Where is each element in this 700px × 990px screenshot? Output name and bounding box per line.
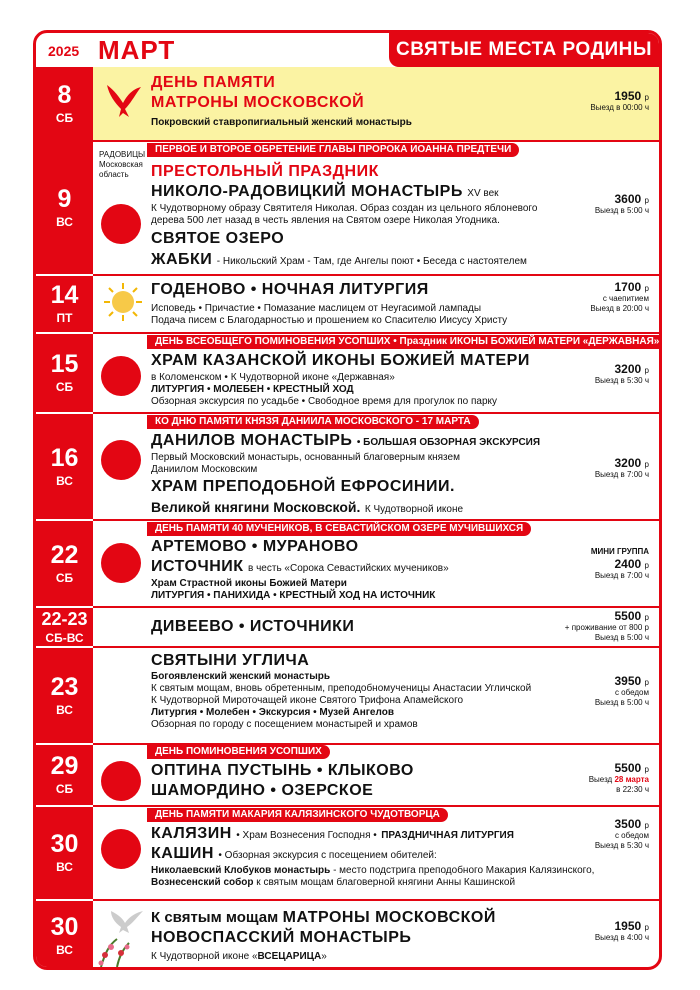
day-number: 30 bbox=[50, 830, 79, 858]
event-description: Николаевский Клобуков монастырь - место подстрига преподобного Макария Калязинского, bbox=[151, 865, 595, 876]
price-value: 5500 bbox=[614, 609, 642, 623]
event-description: в Коломенском • К Чудотворной иконе «Державная» bbox=[151, 372, 395, 383]
price-block bbox=[589, 761, 649, 796]
weekday: ВС bbox=[56, 215, 73, 229]
weekday: СБ bbox=[55, 380, 74, 394]
price-block bbox=[595, 817, 649, 852]
angel-icon bbox=[101, 543, 141, 583]
event-title: ХРАМ КАЗАНСКОЙ ИКОНЫ БОЖИЕЙ МАТЕРИ bbox=[151, 352, 530, 369]
day-number: 15 bbox=[50, 350, 79, 378]
event-title: ГОДЕНОВО • НОЧНАЯ ЛИТУРГИЯ bbox=[151, 281, 429, 298]
price-value: 3950 bbox=[614, 674, 642, 688]
price-value: 2400 bbox=[614, 557, 642, 572]
departure-date: Выезд 28 марта bbox=[588, 775, 649, 784]
event-banner: ПЕРВОЕ И ВТОРОЕ ОБРЕТЕНИЕ ГЛАВЫ ПРОРОКА ИОАННА ПРЕДТЕЧИ bbox=[147, 143, 519, 157]
departure-time: Выезд в 4:00 ч bbox=[594, 933, 649, 942]
event-title: К святым мощам МАТРОНЫ МОСКОВСКОЙ bbox=[151, 909, 496, 926]
event-services: Литургия • Молебен • Экскурсия • Музей Ангелов bbox=[151, 707, 394, 718]
event-description: К Чудотворной Мироточащей иконе Святого Трифона Апамейского bbox=[151, 695, 464, 706]
price-value: 1950 bbox=[614, 89, 642, 103]
angel-icon bbox=[101, 440, 141, 480]
sun-icon bbox=[103, 282, 143, 322]
event-description: Даниилом Московским bbox=[151, 464, 258, 475]
currency: р bbox=[644, 93, 649, 102]
event-description: Обзорная по городу с посещением монастырей и храмов bbox=[151, 719, 418, 730]
region-label: область bbox=[99, 170, 129, 179]
event-row bbox=[36, 142, 659, 274]
price-block bbox=[590, 89, 649, 113]
event-title: ДЕНЬ ПАМЯТИ bbox=[151, 74, 276, 91]
event-title: ОПТИНА ПУСТЫНЬ • КЛЫКОВО bbox=[151, 762, 414, 779]
weekday: ВС bbox=[56, 860, 73, 874]
year-label: 2025 bbox=[48, 43, 80, 59]
departure-time: Выезд в 00:00 ч bbox=[590, 103, 649, 112]
event-banner: ДЕНЬ ВСЕОБЩЕГО ПОМИНОВЕНИЯ УСОПШИХ • Праздник ИКОНЫ БОЖИЕЙ МАТЕРИ «ДЕРЖАВНАЯ» bbox=[147, 335, 662, 349]
event-description: К Чудотворной иконе «ВСЕЦАРИЦА» bbox=[151, 951, 327, 962]
event-row bbox=[36, 901, 659, 970]
event-services: ЛИТУРГИЯ • ПАНИХИДА • КРЕСТНЫЙ ХОД НА ИСТОЧНИК bbox=[151, 590, 436, 601]
event-row bbox=[36, 745, 659, 805]
departure-time: Выезд в 5:30 ч bbox=[594, 376, 649, 385]
departure-time: Выезд в 7:00 ч bbox=[594, 470, 649, 479]
group-tag: МИНИ ГРУППА bbox=[590, 547, 649, 556]
event-row bbox=[36, 67, 659, 140]
currency: р bbox=[644, 678, 649, 687]
event-description: дерева 500 лет назад в честь явления на Святом озере Николая Угодника. bbox=[151, 215, 500, 226]
day-number: 22-23 bbox=[41, 608, 88, 629]
currency: р bbox=[644, 821, 649, 830]
weekday: СБ-ВС bbox=[45, 630, 84, 645]
event-title: ПРЕСТОЛЬНЫЙ ПРАЗДНИК bbox=[151, 163, 379, 180]
event-description: Богоявленский женский монастырь bbox=[151, 671, 331, 682]
price-block bbox=[595, 919, 649, 943]
angel-icon bbox=[101, 204, 141, 244]
event-description: К святым мощам, вновь обретенным, преподобномученицы Анастасии Угличской bbox=[151, 683, 532, 694]
weekday: ВС bbox=[56, 702, 73, 717]
currency: р bbox=[644, 561, 649, 571]
event-title: ДАНИЛОВ МОНАСТЫРЬ • БОЛЬШАЯ ОБЗОРНАЯ ЭКСКУРСИЯ bbox=[151, 432, 541, 449]
event-row bbox=[36, 648, 659, 743]
currency: р bbox=[644, 366, 649, 375]
price-block bbox=[591, 547, 649, 582]
event-title: СВЯТЫНИ УГЛИЧА bbox=[151, 652, 310, 669]
angel-icon bbox=[101, 761, 141, 801]
event-row bbox=[36, 521, 659, 606]
event-services: ЛИТУРГИЯ • МОЛЕБЕН • КРЕСТНЫЙ ХОД bbox=[151, 384, 354, 395]
day-number: 22 bbox=[50, 540, 79, 569]
currency: р bbox=[644, 923, 649, 932]
event-row bbox=[36, 414, 659, 519]
event-description: К Чудотворному образу Святителя Николая. Образ создан из цельного яблоневого bbox=[151, 203, 538, 214]
event-row bbox=[36, 276, 659, 332]
day-number: 16 bbox=[50, 443, 79, 472]
schedule-frame bbox=[33, 30, 662, 970]
event-description: Подача писем с Благодарностью и прошением ко Спасителю Иисусу Христу bbox=[151, 315, 508, 326]
price-note: с чаепитием bbox=[602, 294, 649, 303]
day-number: 29 bbox=[50, 752, 79, 780]
weekday: ПТ bbox=[56, 311, 73, 325]
day-number: 30 bbox=[50, 913, 79, 941]
currency: р bbox=[644, 196, 649, 205]
price-value: 1950 bbox=[614, 919, 642, 933]
event-subtitle: Покровский ставропигиальный женский монастырь bbox=[151, 117, 412, 128]
event-description: Исповедь • Причастие • Помазание маслицем от Неугасимой лампады bbox=[151, 303, 482, 314]
price-value: 3200 bbox=[614, 456, 642, 470]
departure-time: Выезд в 5:00 ч bbox=[594, 633, 649, 643]
event-description: Храм Страстной иконы Божией Матери bbox=[151, 578, 347, 589]
departure-time: Выезд в 7:00 ч bbox=[594, 571, 649, 581]
event-title: НОВОСПАССКИЙ МОНАСТЫРЬ bbox=[151, 929, 412, 946]
event-row bbox=[36, 807, 659, 899]
event-title: ИСТОЧНИК в честь «Сорока Севастийских мучеников» bbox=[151, 558, 449, 575]
currency: р bbox=[644, 765, 649, 774]
event-title: ХРАМ ПРЕПОДОБНОЙ ЕФРОСИНИИ. bbox=[151, 478, 455, 495]
departure-time: Выезд в 5:30 ч bbox=[594, 841, 649, 851]
event-title: АРТЕМОВО • МУРАНОВО bbox=[151, 538, 359, 555]
event-banner: КО ДНЮ ПАМЯТИ КНЯЗЯ ДАНИИЛА МОСКОВСКОГО - 17 МАРТА bbox=[147, 415, 479, 429]
event-title: КАШИН • Обзорная экскурсия с посещением обителей: bbox=[151, 845, 437, 862]
event-description: Первый Московский монастырь, основанный благоверным князем bbox=[151, 452, 460, 463]
event-title: НИКОЛО-РАДОВИЦКИЙ МОНАСТЫРЬ XV век bbox=[151, 183, 499, 200]
month-title: МАРТ bbox=[98, 35, 176, 65]
weekday: ВС bbox=[56, 943, 73, 957]
departure-time: Выезд в 5:00 ч bbox=[594, 698, 649, 708]
region-label: Московская bbox=[99, 160, 143, 169]
weekday: СБ bbox=[55, 570, 74, 585]
dove-icon bbox=[101, 77, 145, 121]
price-note: с обедом bbox=[614, 831, 649, 840]
event-description: Обзорная экскурсия по усадьбе • Свободное время для прогулок по парку bbox=[151, 396, 498, 407]
place-label: РАДОВИЦЫ bbox=[99, 150, 146, 159]
price-note: + проживание от 800 р bbox=[564, 623, 649, 632]
event-description: Вознесенский собор к святым мощам благоверной княгини Анны Кашинской bbox=[151, 877, 516, 888]
price-value: 3600 bbox=[614, 192, 642, 206]
weekday: СБ bbox=[55, 782, 74, 796]
angel-icon bbox=[101, 356, 141, 396]
price-note: с обедом bbox=[614, 688, 649, 697]
event-title: ДИВЕЕВО • ИСТОЧНИКИ bbox=[151, 618, 355, 635]
price-value: 3500 bbox=[614, 817, 642, 831]
event-title: СВЯТОЕ ОЗЕРО bbox=[151, 230, 285, 247]
event-row bbox=[36, 334, 659, 412]
price-block bbox=[590, 280, 649, 315]
price-block bbox=[565, 609, 649, 644]
dove-flowers-icon bbox=[97, 903, 147, 969]
day-number: 14 bbox=[50, 281, 79, 309]
currency: р bbox=[644, 284, 649, 293]
weekday: ВС bbox=[56, 473, 73, 488]
price-block bbox=[595, 192, 649, 216]
departure-time: Выезд в 20:00 ч bbox=[590, 304, 649, 314]
day-number: 23 bbox=[50, 672, 79, 701]
angel-icon bbox=[101, 829, 141, 869]
event-row bbox=[36, 608, 659, 646]
event-banner: ДЕНЬ ПАМЯТИ МАКАРИЯ КАЛЯЗИНСКОГО ЧУДОТВОРЦА bbox=[147, 808, 448, 822]
event-title: КАЛЯЗИН • Храм Вознесения Господня • ПРАЗДНИЧНАЯ ЛИТУРГИЯ bbox=[151, 825, 514, 842]
currency: р bbox=[644, 460, 649, 469]
header bbox=[36, 33, 659, 67]
currency: р bbox=[644, 613, 649, 622]
event-title: ШАМОРДИНО • ОЗЕРСКОЕ bbox=[151, 782, 374, 799]
event-banner: ДЕНЬ ПАМЯТИ 40 МУЧЕНИКОВ, В СЕВАСТИЙСКОМ ОЗЕРЕ МУЧИВШИХСЯ bbox=[147, 522, 531, 536]
weekday: СБ bbox=[55, 110, 74, 125]
departure-time: в 22:30 ч bbox=[616, 785, 649, 795]
page-title: СВЯТЫЕ МЕСТА РОДИНЫ bbox=[389, 33, 659, 67]
day-number: 8 bbox=[57, 80, 72, 109]
event-banner: ДЕНЬ ПОМИНОВЕНИЯ УСОПШИХ bbox=[147, 745, 330, 759]
price-value: 1700 bbox=[614, 280, 642, 294]
price-block bbox=[595, 674, 649, 709]
price-block bbox=[595, 456, 649, 480]
departure-time: Выезд в 5:00 ч bbox=[594, 206, 649, 215]
price-value: 3200 bbox=[614, 362, 642, 376]
event-title: МАТРОНЫ МОСКОВСКОЙ bbox=[151, 94, 365, 111]
day-number: 9 bbox=[57, 185, 72, 213]
event-title: Великой княгини Московской. К Чудотворной иконе bbox=[151, 499, 464, 515]
price-value: 5500 bbox=[614, 761, 642, 775]
event-title: ЖАБКИ - Никольский Храм - Там, где Ангелы поют • Беседа с настоятелем bbox=[151, 251, 527, 268]
price-block bbox=[595, 362, 649, 386]
